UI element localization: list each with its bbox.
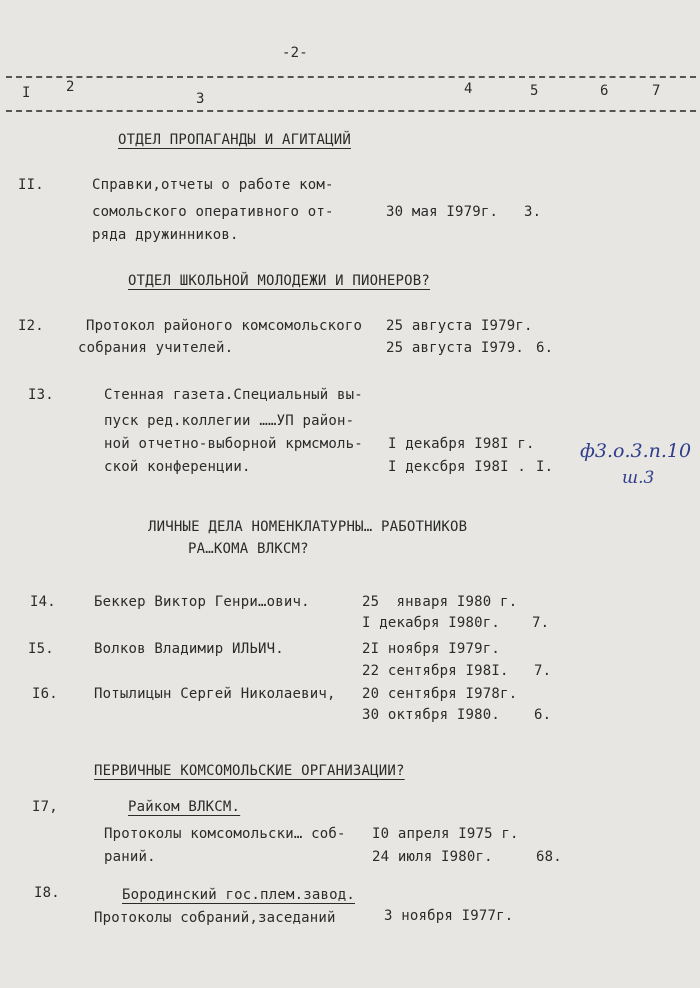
handwritten-archive-reference: ф3.о.3.п.10 (580, 440, 692, 462)
entry-description-line: ной отчетно-выборной крмсмоль- (104, 436, 363, 452)
entry-description-line: ской конференции. (104, 459, 251, 475)
entry-description-line: раний. (104, 849, 156, 865)
entry-date: 30 мая I979г. (386, 204, 499, 220)
column-number-5: 5 (530, 83, 539, 99)
entry-date: 25 января I980 г. (362, 594, 518, 610)
entry-date: 2I ноября I979г. (362, 641, 501, 657)
entry-organization-title: Бородинский гос.плем.завод. (122, 887, 355, 903)
section-heading-propaganda: ОТДЕЛ ПРОПАГАНДЫ И АГИТАЦИЙ (118, 132, 351, 148)
entry-sheet-count: 6. (534, 707, 552, 723)
entry-person-name: Потылицын Сергей Николаевич, (94, 686, 336, 702)
column-header-bottom-rule (6, 110, 696, 112)
entry-date: 22 сентября I98I. (362, 663, 509, 679)
entry-description-line: Стенная газета.Специальный вы- (104, 387, 363, 403)
section-heading-school-youth: ОТДЕЛ ШКОЛЬНОЙ МОЛОДЕЖИ И ПИОНЕРОВ? (128, 273, 431, 289)
entry-date: 20 сентября I978г. (362, 686, 518, 702)
entry-date: I декабря I98I г. (388, 436, 535, 452)
entry-sheet-count: 7. (534, 663, 552, 679)
entry-description-line: Протоколы комсомольски… соб- (104, 826, 346, 842)
entry-sheet-count: 68. (536, 849, 562, 865)
entry-person-name: Беккер Виктор Генри…ович. (94, 594, 310, 610)
entry-sheet-count: 7. (532, 615, 550, 631)
entry-number: I7, (32, 799, 58, 815)
section-heading-primary-organizations: ПЕРВИЧНЫЕ КОМСОМОЛЬСКИЕ ОРГАНИЗАЦИИ? (94, 763, 405, 779)
entry-description-line: Протоколы собраний,заседаний (94, 910, 336, 926)
column-number-4: 4 (464, 81, 473, 97)
entry-date: I0 апреля I975 г. (372, 826, 519, 842)
entry-person-name: Волков Владимир ИЛЬИЧ. (94, 641, 284, 657)
entry-sheet-count: I. (536, 459, 554, 475)
entry-date: 30 октября I980. (362, 707, 501, 723)
entry-date: 3 ноября I977г. (384, 908, 514, 924)
entry-date: I дексбря I98I . (388, 459, 527, 475)
column-number-2: 2 (66, 79, 75, 95)
entry-description-line: сомольского оперативного от- (92, 204, 334, 220)
entry-sheet-count: 3. (524, 204, 542, 220)
entry-organization-title: Райком ВЛКСМ. (128, 799, 241, 815)
entry-description-line: собрания учителей. (78, 340, 234, 356)
column-number-3: 3 (196, 91, 205, 107)
entry-date: I декабря I980г. (362, 615, 501, 631)
column-number-1: I (22, 85, 31, 101)
entry-number: I4. (30, 594, 56, 610)
entry-number: I3. (28, 387, 54, 403)
entry-date: 25 августа I979г. (386, 318, 533, 334)
entry-number: I5. (28, 641, 54, 657)
section-heading-personal-files: ЛИЧНЫЕ ДЕЛА НОМЕНКЛАТУРНЫ… РАБОТНИКОВ (148, 519, 468, 535)
column-number-6: 6 (600, 83, 609, 99)
entry-number: II. (18, 177, 44, 193)
entry-description-line: Справки,отчеты о работе ком- (92, 177, 334, 193)
entry-sheet-count: 6. (536, 340, 554, 356)
entry-number: I8. (34, 885, 60, 901)
entry-description-line: пуск ред.коллегии ……УП район- (104, 413, 355, 429)
entry-number: I6. (32, 686, 58, 702)
entry-description-line: Протокол районого комсомольского (86, 318, 363, 334)
handwritten-archive-reference: ш.3 (622, 468, 655, 488)
entry-number: I2. (18, 318, 44, 334)
entry-date: 25 августа I979. (386, 340, 525, 356)
column-header-top-rule (6, 76, 696, 78)
page-number: -2- (282, 45, 308, 61)
entry-date: 24 июля I980г. (372, 849, 493, 865)
entry-description-line: ряда дружинников. (92, 227, 239, 243)
section-heading-personal-files: РА…КОМА ВЛКСМ? (188, 541, 309, 557)
column-number-7: 7 (652, 83, 661, 99)
